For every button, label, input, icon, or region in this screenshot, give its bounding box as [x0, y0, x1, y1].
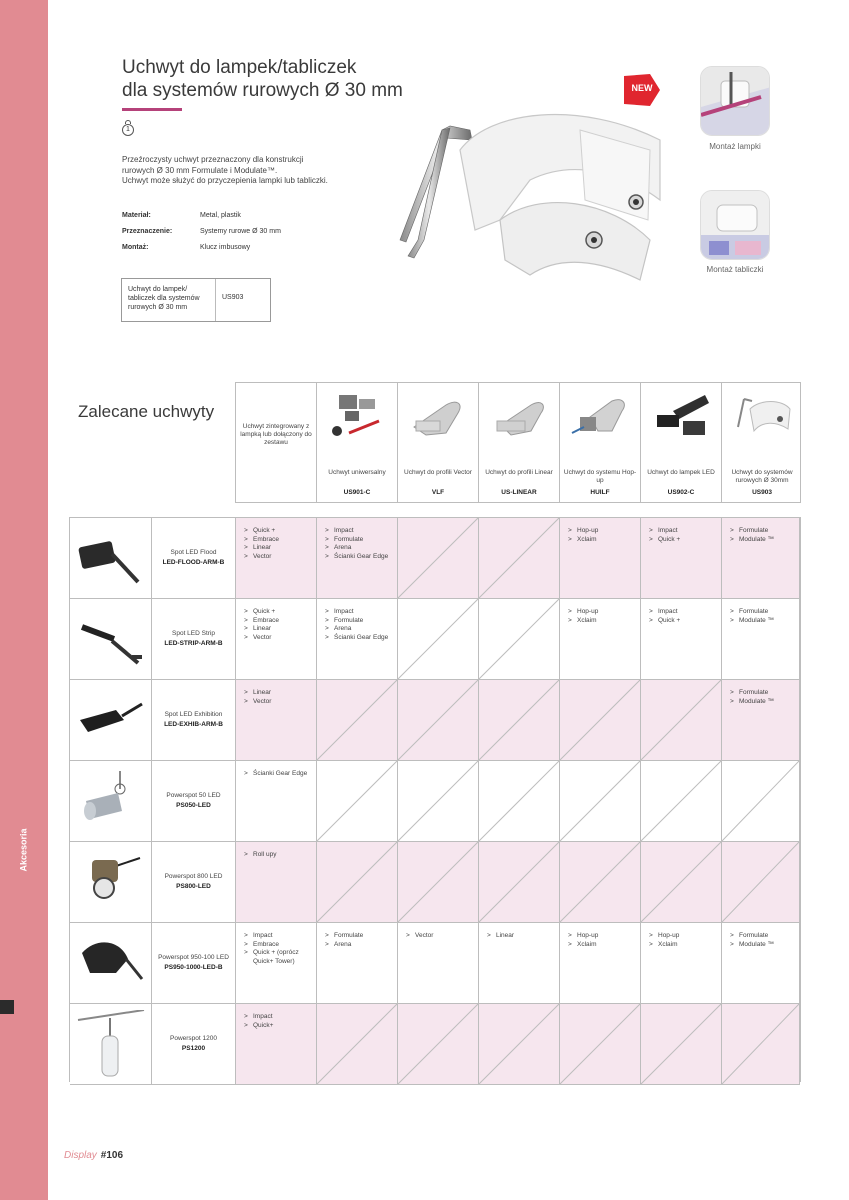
table-row [70, 680, 800, 761]
description-line: Uchwyt może służyć do przyczepienia lampki lub tabliczki. [122, 176, 328, 185]
compatible-system: > Quick + [649, 617, 715, 626]
compatible-system: > Roll upy [244, 851, 310, 860]
compatibility-cell [722, 599, 800, 679]
quantity-value: 1 [122, 124, 134, 136]
product-photo [380, 90, 680, 310]
compatible-system: > Arena [325, 544, 391, 553]
lamp-label [152, 518, 236, 598]
lamp-name: Spot LED Strip [172, 629, 215, 637]
empty-cell [722, 842, 800, 922]
not-applicable-diagonal [398, 842, 478, 922]
compatibility-cell [722, 923, 800, 1003]
spec-purpose: Przeznaczenie: Systemy rurowe Ø 30 mm [122, 228, 281, 235]
column-code: US-LINEAR [501, 489, 537, 496]
not-applicable-diagonal [722, 1004, 799, 1084]
empty-cell [398, 518, 479, 598]
empty-cell [641, 761, 722, 841]
header-integrated [236, 383, 317, 502]
not-applicable-diagonal [479, 1004, 559, 1084]
compatible-system: > Embrace [244, 617, 310, 626]
column-code: VLF [431, 489, 445, 496]
compatibility-cell [236, 842, 317, 922]
empty-cell [641, 680, 722, 760]
compatible-system: > Formulate [325, 536, 391, 545]
lamp-label [152, 1004, 236, 1084]
empty-cell [398, 680, 479, 760]
column-name: Uchwyt do lampek LED [647, 469, 715, 476]
page-footer [64, 1150, 123, 1161]
compatible-system: > Xclaim [649, 941, 715, 950]
compatible-system: > Vector [244, 698, 310, 707]
lamp-name: Powerspot 950-100 LED [158, 953, 229, 961]
compatible-system: > Vector [244, 553, 310, 562]
lamp-photo [70, 680, 152, 760]
compatible-system: > Quick + [649, 536, 715, 545]
lamp-name: Powerspot 800 LED [164, 872, 223, 880]
new-badge-label-wrap [622, 72, 662, 108]
not-applicable-diagonal [479, 761, 559, 841]
compatible-system: > Modulate ™ [730, 698, 793, 707]
product-code-box [121, 278, 271, 322]
compatibility-cell [317, 518, 398, 598]
compatibility-cell [236, 680, 317, 760]
compatible-system: > Hop-up [649, 932, 715, 941]
compatible-system: > Hop-up [568, 527, 634, 536]
empty-cell [560, 842, 641, 922]
compatible-system: > Xclaim [568, 941, 634, 950]
header-column-us903 [721, 383, 802, 502]
table-row [70, 842, 800, 923]
compatible-system: > Quick + (oprócz Quick+ Tower) [244, 949, 310, 966]
compatible-system: > Ścianki Gear Edge [325, 553, 391, 562]
product-description [122, 155, 372, 187]
not-applicable-diagonal [398, 1004, 478, 1084]
empty-cell [722, 1004, 800, 1084]
compatibility-cell [722, 680, 800, 760]
empty-cell [479, 518, 560, 598]
compatible-system: > Xclaim [568, 536, 634, 545]
empty-cell [398, 1004, 479, 1084]
compatible-system: > Impact [244, 1013, 310, 1022]
sidebar-marker [0, 1000, 14, 1014]
title-underline [122, 108, 182, 111]
sidebar-section-label [8, 820, 40, 880]
empty-cell [641, 1004, 722, 1084]
not-applicable-diagonal [398, 599, 478, 679]
compatibility-cell [236, 599, 317, 679]
new-badge-text: NEW [631, 83, 653, 93]
lamp-label [152, 761, 236, 841]
code-box-name: Uchwyt do lampek/ tabliczek dla systemów rurowych Ø 30 mm [128, 286, 200, 311]
empty-cell [479, 761, 560, 841]
compatibility-cell [560, 923, 641, 1003]
not-applicable-diagonal [479, 518, 559, 598]
not-applicable-diagonal [479, 842, 559, 922]
description-line: rurowych Ø 30 mm Formulate i Modulate™. [122, 165, 278, 175]
empty-cell [398, 761, 479, 841]
footer-section: Display [64, 1150, 97, 1161]
package-quantity-icon [121, 120, 135, 138]
compatible-system: > Linear [487, 932, 553, 941]
not-applicable-diagonal [560, 842, 640, 922]
column-name: Uchwyt do systemu Hop-up [563, 469, 637, 484]
not-applicable-diagonal [641, 1004, 721, 1084]
lamp-code: LED-STRIP-ARM-B [164, 640, 223, 647]
compatibility-table [69, 517, 801, 1082]
lamp-name: Powerspot 50 LED [166, 791, 221, 799]
lamp-photo [70, 599, 152, 679]
compatibility-cell [641, 518, 722, 598]
sidebar-label-text: Akcesoria [19, 828, 29, 872]
empty-cell [398, 842, 479, 922]
empty-cell [317, 680, 398, 760]
empty-cell [479, 842, 560, 922]
header-column-us-linear [478, 383, 559, 502]
compatible-system: > Hop-up [568, 932, 634, 941]
header-column-us902c [640, 383, 721, 502]
sidebar [0, 0, 48, 1200]
lamp-label [152, 842, 236, 922]
header-column-vlf [397, 383, 478, 502]
not-applicable-diagonal [317, 761, 397, 841]
not-applicable-diagonal [560, 680, 640, 760]
empty-cell [479, 680, 560, 760]
empty-cell [479, 1004, 560, 1084]
compatibility-cell [560, 518, 641, 598]
compatible-system: > Ścianki Gear Edge [244, 770, 310, 779]
empty-cell [317, 1004, 398, 1084]
holder-us901c-image [325, 391, 389, 441]
compatible-system: > Xclaim [568, 617, 634, 626]
thumbnail-sign-mount-label: Montaż tabliczki [706, 265, 764, 274]
empty-cell [560, 761, 641, 841]
compatible-system: > Impact [244, 932, 310, 941]
not-applicable-diagonal [641, 842, 721, 922]
compatible-system: > Linear [244, 625, 310, 634]
table-row [70, 599, 800, 680]
compatibility-cell [236, 1004, 317, 1084]
compatibility-cell [641, 923, 722, 1003]
compatible-system: > Hop-up [568, 608, 634, 617]
not-applicable-diagonal [641, 761, 721, 841]
empty-cell [560, 1004, 641, 1084]
compatibility-cell [236, 761, 317, 841]
column-name: Uchwyt do profili Linear [485, 469, 553, 476]
column-name: Uchwyt do systemów rurowych Ø 30mm [731, 469, 793, 484]
thumbnail-sign-mount [700, 190, 770, 260]
column-code: HUILF [590, 489, 610, 496]
compatibility-cell [560, 599, 641, 679]
compatible-system: > Impact [649, 527, 715, 536]
compatible-system: > Arena [325, 941, 391, 950]
holder-huilf-image [568, 391, 632, 441]
not-applicable-diagonal [479, 680, 559, 760]
empty-cell [317, 761, 398, 841]
lamp-photo [70, 761, 152, 841]
not-applicable-diagonal [398, 680, 478, 760]
compatible-system: > Linear [244, 689, 310, 698]
not-applicable-diagonal [398, 518, 478, 598]
holder-vlf-image [406, 391, 470, 441]
column-code: US903 [752, 489, 772, 496]
compatible-system: > Impact [325, 527, 391, 536]
page-number: #106 [100, 1150, 124, 1161]
not-applicable-diagonal [317, 680, 397, 760]
column-name: Uchwyt do profili Vector [404, 469, 472, 476]
lamp-photo [70, 842, 152, 922]
compatible-system: > Linear [244, 544, 310, 553]
lamp-label [152, 923, 236, 1003]
thumbnail-lamp-mount [700, 66, 770, 136]
empty-cell [641, 842, 722, 922]
header-column-us901c [316, 383, 397, 502]
title-line-1: Uchwyt do lampek/tabliczek [122, 57, 357, 78]
compatibility-cell [236, 518, 317, 598]
compatibility-cell [317, 923, 398, 1003]
empty-cell [317, 842, 398, 922]
compatible-system: > Formulate [730, 527, 793, 536]
compatible-system: > Modulate ™ [730, 536, 793, 545]
compatibility-cell [236, 923, 317, 1003]
compatible-system: > Embrace [244, 536, 310, 545]
compatible-system: > Formulate [730, 932, 793, 941]
empty-cell [722, 761, 800, 841]
compatible-system: > Impact [649, 608, 715, 617]
table-row [70, 518, 800, 599]
table-row [70, 923, 800, 1004]
compatible-system: > Ścianki Gear Edge [325, 634, 391, 643]
lamp-code: PS050-LED [176, 802, 211, 809]
compatible-system: > Formulate [730, 689, 793, 698]
not-applicable-diagonal [560, 761, 640, 841]
compatible-system: > Embrace [244, 941, 310, 950]
compatibility-cell [641, 599, 722, 679]
lamp-name: Powerspot 1200 [170, 1034, 217, 1042]
thumbnail-lamp-mount-label: Montaż lampki [709, 142, 761, 151]
empty-cell [479, 599, 560, 679]
holder-us902c-image [649, 391, 713, 441]
not-applicable-diagonal [722, 842, 799, 922]
lamp-photo [70, 1004, 152, 1084]
compatible-system: > Vector [406, 932, 472, 941]
not-applicable-diagonal [641, 680, 721, 760]
column-code: US902-C [667, 489, 695, 496]
lamp-name: Spot LED Exhibition [164, 710, 223, 718]
lamp-photo [70, 518, 152, 598]
not-applicable-diagonal [479, 599, 559, 679]
empty-cell [398, 599, 479, 679]
code-box-code: US903 [222, 294, 244, 301]
not-applicable-diagonal [317, 1004, 397, 1084]
header-integrated-text: Uchwyt zintegrowany z lampką lub dołączony do zestawu [240, 423, 312, 446]
lamp-label [152, 680, 236, 760]
spec-assembly: Montaż: Klucz imbusowy [122, 244, 251, 251]
lamp-code: LED-FLOOD-ARM-B [162, 559, 225, 566]
compatible-system: > Quick + [244, 527, 310, 536]
compatible-system: > Modulate ™ [730, 617, 793, 626]
compatibility-cell [479, 923, 560, 1003]
compatible-system: > Quick + [244, 608, 310, 617]
compatibility-cell [722, 518, 800, 598]
page-title [122, 56, 403, 102]
compatible-system: > Formulate [325, 617, 391, 626]
compatible-system: > Formulate [325, 932, 391, 941]
compatible-system: > Quick+ [244, 1022, 310, 1031]
column-code: US901-C [343, 489, 371, 496]
compatible-system: > Formulate [730, 608, 793, 617]
holder-us903-image [730, 391, 794, 441]
not-applicable-diagonal [317, 842, 397, 922]
lamp-code: PS950-1000-LED-B [164, 964, 223, 971]
description-line: Przeźroczysty uchwyt przeznaczony dla konstrukcji [122, 155, 304, 164]
compatible-system: > Vector [244, 634, 310, 643]
lamp-code: PS800-LED [176, 883, 211, 890]
spec-material: Materiał: Metal, plastik [122, 212, 241, 219]
compatibility-cell [398, 923, 479, 1003]
lamp-code: LED-EXHIB-ARM-B [164, 721, 223, 728]
table-row [70, 761, 800, 842]
compatible-system: > Arena [325, 625, 391, 634]
compatible-system: > Modulate ™ [730, 941, 793, 950]
empty-cell [560, 680, 641, 760]
table-row [70, 1004, 800, 1085]
compatibility-cell [317, 599, 398, 679]
not-applicable-diagonal [722, 761, 799, 841]
title-line-2: dla systemów rurowych Ø 30 mm [122, 80, 403, 101]
lamp-label [152, 599, 236, 679]
holder-us-linear-image [487, 391, 551, 441]
holder-header-grid [235, 382, 801, 503]
compatible-system: > Impact [325, 608, 391, 617]
not-applicable-diagonal [560, 1004, 640, 1084]
lamp-photo [70, 923, 152, 1003]
column-name: Uchwyt uniwersalny [328, 469, 386, 476]
lamp-name: Spot LED Flood [170, 548, 217, 556]
not-applicable-diagonal [398, 761, 478, 841]
section-title: Zalecane uchwyty [78, 402, 215, 421]
lamp-code: PS1200 [181, 1045, 206, 1052]
header-column-huilf [559, 383, 640, 502]
